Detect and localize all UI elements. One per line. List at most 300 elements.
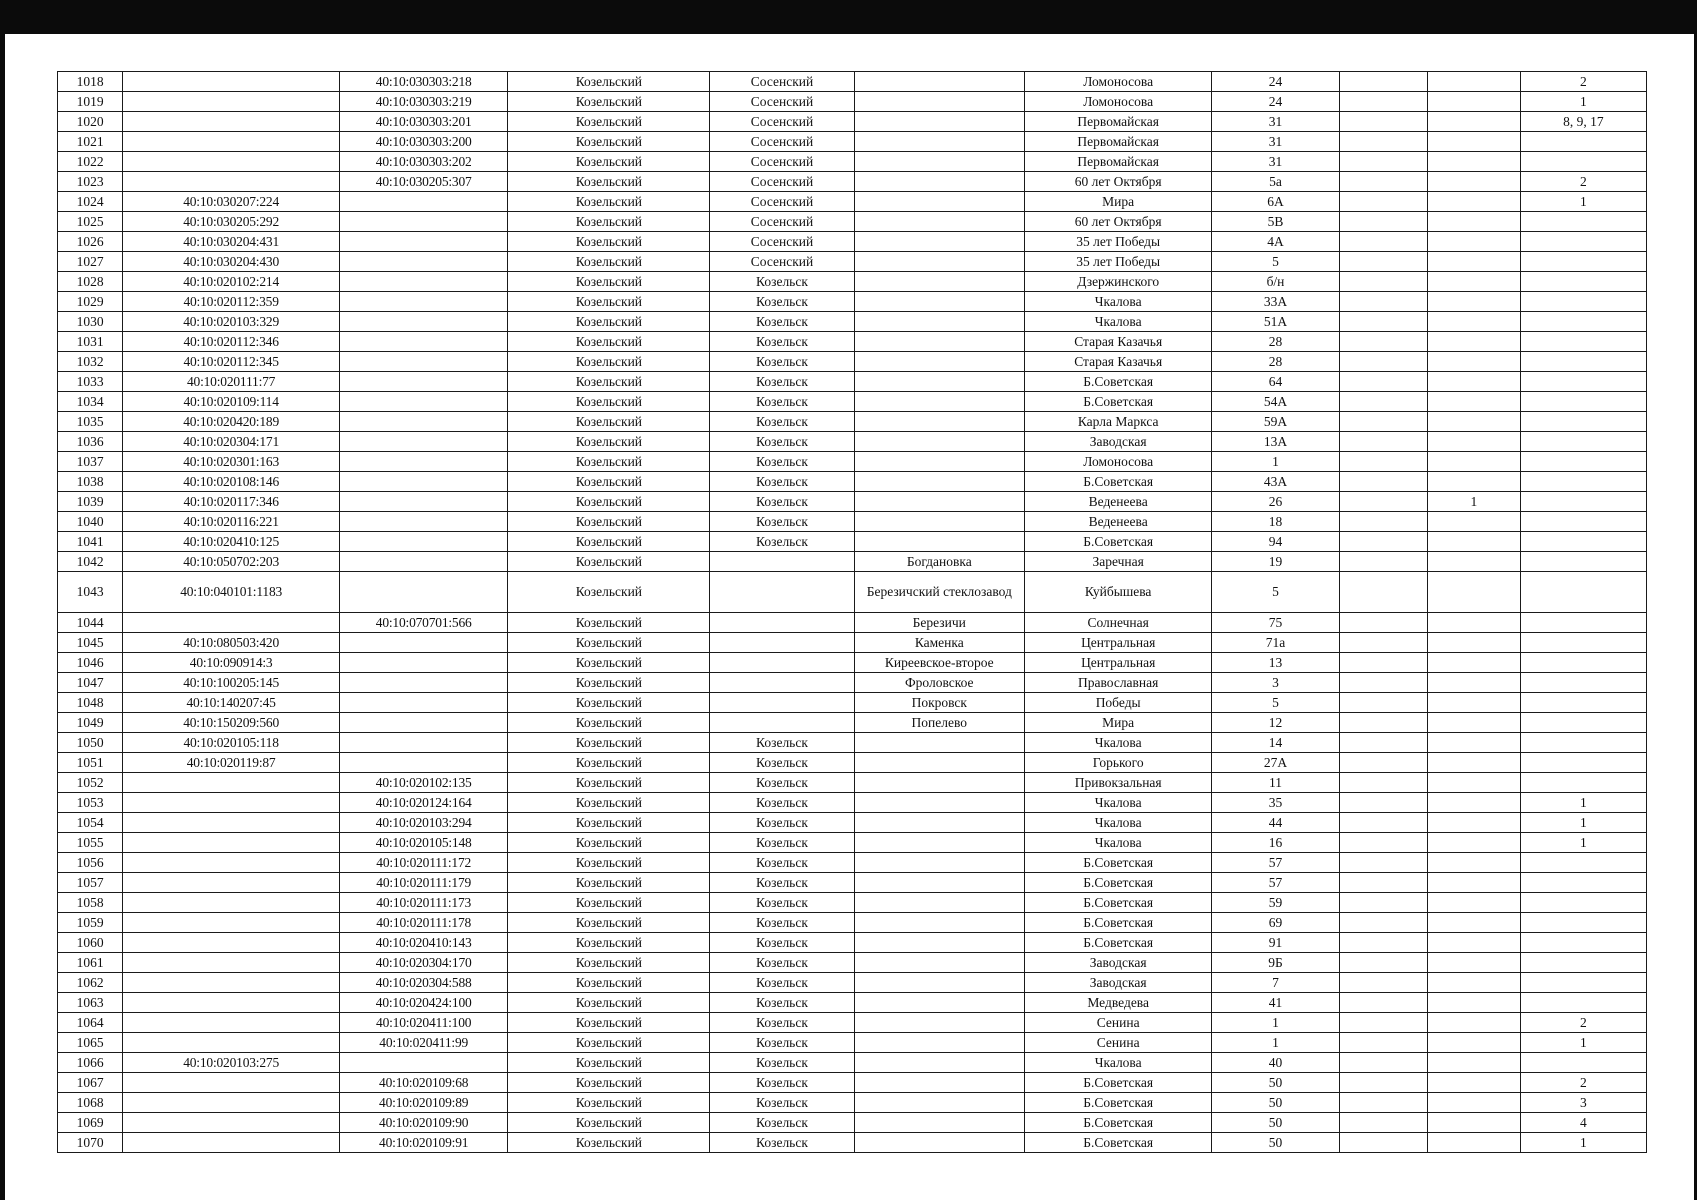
settlement-cell: Козельск (710, 392, 854, 412)
column-9-cell (1339, 633, 1427, 653)
column-9-cell (1339, 1053, 1427, 1073)
column-9-cell (1339, 92, 1427, 112)
house-number-cell: 5 (1212, 252, 1339, 272)
cadastral-number-building (340, 512, 508, 532)
apartment-numbers-cell: 2 (1520, 1013, 1646, 1033)
house-number-cell: 57 (1212, 853, 1339, 873)
row-number: 1063 (58, 993, 123, 1013)
street-cell: Б.Советская (1025, 933, 1212, 953)
column-10-cell (1428, 252, 1521, 272)
column-10-cell (1428, 773, 1521, 793)
street-cell: Первомайская (1025, 152, 1212, 172)
column-10-cell (1428, 92, 1521, 112)
settlement-cell: Козельск (710, 512, 854, 532)
column-9-cell (1339, 873, 1427, 893)
table-row (58, 913, 1647, 933)
column-10-cell (1428, 532, 1521, 552)
street-cell: Сенина (1025, 1033, 1212, 1053)
street-cell: Центральная (1025, 653, 1212, 673)
apartment-numbers-cell (1520, 773, 1646, 793)
column-9-cell (1339, 893, 1427, 913)
cadastral-number-building (340, 392, 508, 412)
street-cell: Чкалова (1025, 1053, 1212, 1073)
village-cell (854, 1133, 1024, 1153)
house-number-cell: 31 (1212, 132, 1339, 152)
settlement-cell: Козельск (710, 993, 854, 1013)
cadastral-number-building: 40:10:020411:100 (340, 1013, 508, 1033)
apartment-numbers-cell (1520, 532, 1646, 552)
column-9-cell (1339, 332, 1427, 352)
district-cell: Козельский (508, 392, 710, 412)
village-cell (854, 512, 1024, 532)
street-cell: Куйбышева (1025, 572, 1212, 613)
apartment-numbers-cell: 1 (1520, 192, 1646, 212)
cadastral-number-land (123, 833, 340, 853)
cadastral-number-building (340, 532, 508, 552)
row-number: 1064 (58, 1013, 123, 1033)
cadastral-number-building (340, 572, 508, 613)
house-number-cell: 27А (1212, 753, 1339, 773)
apartment-numbers-cell: 1 (1520, 1133, 1646, 1153)
column-10-cell (1428, 833, 1521, 853)
apartment-numbers-cell (1520, 853, 1646, 873)
street-cell: Чкалова (1025, 292, 1212, 312)
cadastral-number-land (123, 92, 340, 112)
table-row (58, 733, 1647, 753)
district-cell: Козельский (508, 1073, 710, 1093)
scan-top-border (0, 0, 1697, 34)
cadastral-number-building: 40:10:020111:178 (340, 913, 508, 933)
cadastral-number-building (340, 412, 508, 432)
village-cell (854, 172, 1024, 192)
house-number-cell: 94 (1212, 532, 1339, 552)
village-cell (854, 252, 1024, 272)
row-number: 1052 (58, 773, 123, 793)
house-number-cell: 13А (1212, 432, 1339, 452)
table-row (58, 613, 1647, 633)
row-number: 1025 (58, 212, 123, 232)
village-cell (854, 472, 1024, 492)
table-row (58, 753, 1647, 773)
cadastral-number-land (123, 72, 340, 92)
cadastral-number-building: 40:10:020424:100 (340, 993, 508, 1013)
village-cell (854, 352, 1024, 372)
house-number-cell: 13 (1212, 653, 1339, 673)
district-cell: Козельский (508, 873, 710, 893)
column-9-cell (1339, 613, 1427, 633)
column-9-cell (1339, 993, 1427, 1013)
cadastral-number-building: 40:10:020410:143 (340, 933, 508, 953)
district-cell: Козельский (508, 512, 710, 532)
row-number: 1059 (58, 913, 123, 933)
column-9-cell (1339, 973, 1427, 993)
village-cell: Киреевское-второе (854, 653, 1024, 673)
house-number-cell: 75 (1212, 613, 1339, 633)
district-cell: Козельский (508, 913, 710, 933)
settlement-cell: Козельск (710, 292, 854, 312)
district-cell: Козельский (508, 733, 710, 753)
district-cell: Козельский (508, 312, 710, 332)
cadastral-number-building (340, 633, 508, 653)
cadastral-number-land (123, 613, 340, 633)
apartment-numbers-cell (1520, 212, 1646, 232)
row-number: 1054 (58, 813, 123, 833)
cadastral-number-building (340, 352, 508, 372)
village-cell (854, 192, 1024, 212)
street-cell: Дзержинского (1025, 272, 1212, 292)
district-cell: Козельский (508, 412, 710, 432)
street-cell: Б.Советская (1025, 392, 1212, 412)
column-9-cell (1339, 412, 1427, 432)
district-cell: Козельский (508, 452, 710, 472)
village-cell: Березичский стеклозавод (854, 572, 1024, 613)
cadastral-number-building (340, 372, 508, 392)
cadastral-number-building: 40:10:020124:164 (340, 793, 508, 813)
cadastral-number-land: 40:10:020301:163 (123, 452, 340, 472)
row-number: 1030 (58, 312, 123, 332)
apartment-numbers-cell (1520, 132, 1646, 152)
settlement-cell: Сосенский (710, 252, 854, 272)
cadastral-number-building (340, 693, 508, 713)
table-row (58, 1033, 1647, 1053)
column-10-cell (1428, 913, 1521, 933)
column-10-cell (1428, 893, 1521, 913)
house-number-cell: 59А (1212, 412, 1339, 432)
table-row (58, 833, 1647, 853)
row-number: 1027 (58, 252, 123, 272)
house-number-cell: 16 (1212, 833, 1339, 853)
district-cell: Козельский (508, 232, 710, 252)
cadastral-number-building: 40:10:020109:90 (340, 1113, 508, 1133)
row-number: 1021 (58, 132, 123, 152)
house-number-cell: 41 (1212, 993, 1339, 1013)
cadastral-number-building: 40:10:020103:294 (340, 813, 508, 833)
settlement-cell: Козельск (710, 913, 854, 933)
street-cell: Б.Советская (1025, 472, 1212, 492)
row-number: 1041 (58, 532, 123, 552)
district-cell: Козельский (508, 973, 710, 993)
village-cell (854, 452, 1024, 472)
column-9-cell (1339, 653, 1427, 673)
cadastral-number-building: 40:10:020105:148 (340, 833, 508, 853)
street-cell: Ломоносова (1025, 452, 1212, 472)
street-cell: Заводская (1025, 953, 1212, 973)
column-9-cell (1339, 432, 1427, 452)
column-9-cell (1339, 392, 1427, 412)
house-number-cell: 50 (1212, 1133, 1339, 1153)
village-cell (854, 432, 1024, 452)
village-cell: Покровск (854, 693, 1024, 713)
apartment-numbers-cell: 4 (1520, 1113, 1646, 1133)
street-cell: Б.Советская (1025, 1093, 1212, 1113)
cadastral-number-land (123, 1013, 340, 1033)
village-cell (854, 813, 1024, 833)
column-10-cell (1428, 292, 1521, 312)
house-number-cell: 28 (1212, 332, 1339, 352)
house-number-cell: 31 (1212, 152, 1339, 172)
apartment-numbers-cell: 2 (1520, 72, 1646, 92)
street-cell: Старая Казачья (1025, 332, 1212, 352)
cadastral-number-land (123, 1073, 340, 1093)
cadastral-number-land (123, 953, 340, 973)
settlement-cell: Козельск (710, 532, 854, 552)
apartment-numbers-cell (1520, 693, 1646, 713)
settlement-cell: Козельск (710, 933, 854, 953)
column-10-cell (1428, 112, 1521, 132)
column-9-cell (1339, 1033, 1427, 1053)
column-9-cell (1339, 232, 1427, 252)
column-10-cell (1428, 813, 1521, 833)
house-number-cell: 54А (1212, 392, 1339, 412)
row-number: 1068 (58, 1093, 123, 1113)
column-9-cell (1339, 1113, 1427, 1133)
district-cell: Козельский (508, 773, 710, 793)
row-number: 1069 (58, 1113, 123, 1133)
cadastral-number-land: 40:10:020109:114 (123, 392, 340, 412)
village-cell (854, 292, 1024, 312)
apartment-numbers-cell (1520, 332, 1646, 352)
house-number-cell: 28 (1212, 352, 1339, 372)
settlement-cell: Сосенский (710, 152, 854, 172)
apartment-numbers-cell (1520, 753, 1646, 773)
column-10-cell (1428, 412, 1521, 432)
street-cell: Веденеева (1025, 492, 1212, 512)
street-cell: Первомайская (1025, 112, 1212, 132)
street-cell: Заводская (1025, 973, 1212, 993)
column-9-cell (1339, 913, 1427, 933)
row-number: 1047 (58, 673, 123, 693)
column-10-cell (1428, 633, 1521, 653)
column-10-cell (1428, 392, 1521, 412)
apartment-numbers-cell (1520, 492, 1646, 512)
cadastral-number-land: 40:10:150209:560 (123, 713, 340, 733)
table-row (58, 172, 1647, 192)
district-cell: Козельский (508, 1053, 710, 1073)
cadastral-number-building: 40:10:020111:172 (340, 853, 508, 873)
village-cell: Каменка (854, 633, 1024, 653)
district-cell: Козельский (508, 272, 710, 292)
row-number: 1029 (58, 292, 123, 312)
column-10-cell (1428, 973, 1521, 993)
district-cell: Козельский (508, 753, 710, 773)
apartment-numbers-cell (1520, 432, 1646, 452)
table-row (58, 492, 1647, 512)
apartment-numbers-cell (1520, 352, 1646, 372)
district-cell: Козельский (508, 993, 710, 1013)
district-cell: Козельский (508, 352, 710, 372)
table-row (58, 1093, 1647, 1113)
table-row (58, 112, 1647, 132)
table-row (58, 1133, 1647, 1153)
column-10-cell (1428, 192, 1521, 212)
house-number-cell: 7 (1212, 973, 1339, 993)
table-row (58, 472, 1647, 492)
house-number-cell: 1 (1212, 452, 1339, 472)
village-cell (854, 112, 1024, 132)
row-number: 1040 (58, 512, 123, 532)
settlement-cell: Сосенский (710, 212, 854, 232)
column-10-cell (1428, 552, 1521, 572)
cadastral-number-land (123, 132, 340, 152)
column-9-cell (1339, 452, 1427, 472)
district-cell: Козельский (508, 693, 710, 713)
settlement-cell: Козельск (710, 833, 854, 853)
column-10-cell (1428, 613, 1521, 633)
settlement-cell: Сосенский (710, 172, 854, 192)
street-cell: Горького (1025, 753, 1212, 773)
table-row (58, 352, 1647, 372)
apartment-numbers-cell (1520, 953, 1646, 973)
cadastral-number-land: 40:10:020420:189 (123, 412, 340, 432)
house-number-cell: 5В (1212, 212, 1339, 232)
cadastral-number-building: 40:10:020111:173 (340, 893, 508, 913)
column-9-cell (1339, 1093, 1427, 1113)
district-cell: Козельский (508, 532, 710, 552)
column-9-cell (1339, 753, 1427, 773)
row-number: 1020 (58, 112, 123, 132)
table-row (58, 532, 1647, 552)
settlement-cell: Козельск (710, 1113, 854, 1133)
apartment-numbers-cell (1520, 993, 1646, 1013)
street-cell: Б.Советская (1025, 1133, 1212, 1153)
district-cell: Козельский (508, 953, 710, 973)
village-cell (854, 733, 1024, 753)
row-number: 1028 (58, 272, 123, 292)
column-9-cell (1339, 292, 1427, 312)
column-10-cell (1428, 432, 1521, 452)
cadastral-number-building: 40:10:020304:588 (340, 973, 508, 993)
cadastral-number-building: 40:10:030303:201 (340, 112, 508, 132)
district-cell: Козельский (508, 813, 710, 833)
settlement-cell: Сосенский (710, 132, 854, 152)
district-cell: Козельский (508, 152, 710, 172)
cadastral-number-building: 40:10:020109:89 (340, 1093, 508, 1113)
district-cell: Козельский (508, 72, 710, 92)
column-9-cell (1339, 673, 1427, 693)
column-10-cell (1428, 713, 1521, 733)
district-cell: Козельский (508, 252, 710, 272)
row-number: 1061 (58, 953, 123, 973)
settlement-cell: Сосенский (710, 192, 854, 212)
cadastral-number-building (340, 292, 508, 312)
village-cell: Богдановка (854, 552, 1024, 572)
settlement-cell (710, 552, 854, 572)
village-cell (854, 92, 1024, 112)
cadastral-number-land: 40:10:030205:292 (123, 212, 340, 232)
village-cell (854, 1033, 1024, 1053)
settlement-cell: Сосенский (710, 92, 854, 112)
column-9-cell (1339, 372, 1427, 392)
column-10-cell (1428, 312, 1521, 332)
settlement-cell: Козельск (710, 953, 854, 973)
apartment-numbers-cell: 1 (1520, 813, 1646, 833)
row-number: 1018 (58, 72, 123, 92)
settlement-cell: Козельск (710, 272, 854, 292)
cadastral-number-building (340, 492, 508, 512)
column-10-cell (1428, 572, 1521, 613)
cadastral-number-land (123, 793, 340, 813)
cadastral-number-land: 40:10:100205:145 (123, 673, 340, 693)
village-cell (854, 893, 1024, 913)
column-10-cell (1428, 152, 1521, 172)
village-cell (854, 993, 1024, 1013)
house-number-cell: 14 (1212, 733, 1339, 753)
settlement-cell: Козельск (710, 853, 854, 873)
column-10-cell (1428, 132, 1521, 152)
apartment-numbers-cell (1520, 973, 1646, 993)
column-9-cell (1339, 693, 1427, 713)
row-number: 1034 (58, 392, 123, 412)
settlement-cell: Козельск (710, 492, 854, 512)
apartment-numbers-cell (1520, 152, 1646, 172)
column-9-cell (1339, 793, 1427, 813)
street-cell: Чкалова (1025, 813, 1212, 833)
apartment-numbers-cell (1520, 673, 1646, 693)
apartment-numbers-cell (1520, 472, 1646, 492)
column-9-cell (1339, 572, 1427, 613)
apartment-numbers-cell (1520, 653, 1646, 673)
table-row (58, 212, 1647, 232)
column-10-cell (1428, 953, 1521, 973)
street-cell: Ломоносова (1025, 72, 1212, 92)
street-cell: 35 лет Победы (1025, 232, 1212, 252)
district-cell: Козельский (508, 172, 710, 192)
scan-left-border (0, 34, 5, 1200)
column-10-cell (1428, 693, 1521, 713)
district-cell: Козельский (508, 432, 710, 452)
cadastral-number-building (340, 332, 508, 352)
cadastral-number-land (123, 1133, 340, 1153)
settlement-cell: Козельск (710, 332, 854, 352)
cadastral-number-land: 40:10:030207:224 (123, 192, 340, 212)
district-cell: Козельский (508, 1013, 710, 1033)
cadastral-number-building: 40:10:030303:202 (340, 152, 508, 172)
district-cell: Козельский (508, 192, 710, 212)
row-number: 1039 (58, 492, 123, 512)
street-cell: 60 лет Октября (1025, 172, 1212, 192)
row-number: 1048 (58, 693, 123, 713)
apartment-numbers-cell (1520, 913, 1646, 933)
street-cell: Заречная (1025, 552, 1212, 572)
column-10-cell (1428, 1073, 1521, 1093)
apartment-numbers-cell: 1 (1520, 1033, 1646, 1053)
house-number-cell: 31 (1212, 112, 1339, 132)
column-10-cell (1428, 1033, 1521, 1053)
settlement-cell: Козельск (710, 733, 854, 753)
cadastral-number-land (123, 773, 340, 793)
street-cell: Солнечная (1025, 613, 1212, 633)
house-number-cell: 9Б (1212, 953, 1339, 973)
district-cell: Козельский (508, 92, 710, 112)
village-cell (854, 973, 1024, 993)
registry-rows (58, 72, 1647, 1153)
table-row (58, 813, 1647, 833)
row-number: 1051 (58, 753, 123, 773)
row-number: 1023 (58, 172, 123, 192)
village-cell (854, 232, 1024, 252)
house-number-cell: б/н (1212, 272, 1339, 292)
cadastral-number-building (340, 552, 508, 572)
column-10-cell (1428, 372, 1521, 392)
row-number: 1033 (58, 372, 123, 392)
table-row (58, 132, 1647, 152)
village-cell (854, 332, 1024, 352)
street-cell: Мира (1025, 192, 1212, 212)
house-number-cell: 11 (1212, 773, 1339, 793)
settlement-cell (710, 653, 854, 673)
village-cell (854, 1013, 1024, 1033)
column-10-cell (1428, 332, 1521, 352)
